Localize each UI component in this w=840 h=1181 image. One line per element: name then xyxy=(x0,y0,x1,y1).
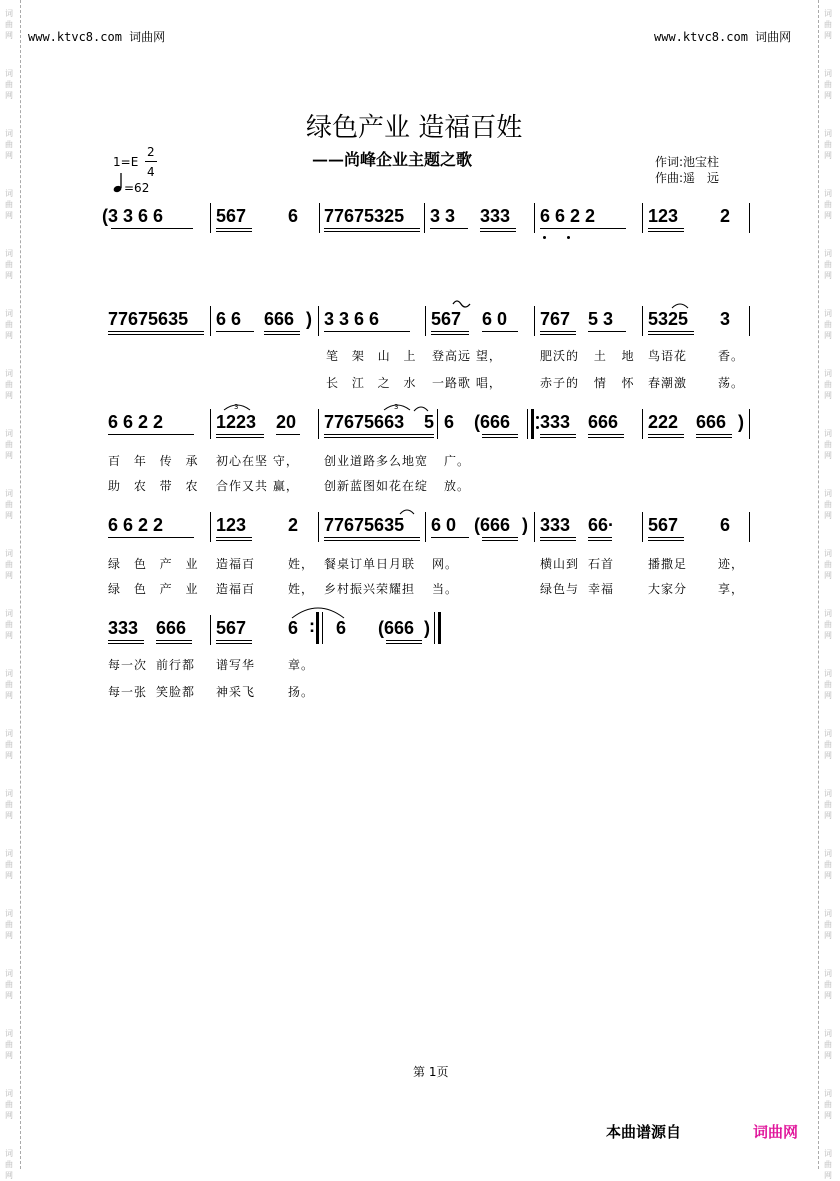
watermark-text: 词 曲 网 xyxy=(824,849,832,880)
lyric: 神采飞 xyxy=(216,685,256,699)
score-note: 3 xyxy=(720,309,731,329)
watermark-text: 词 曲 网 xyxy=(824,609,832,640)
score-note: ) xyxy=(306,309,312,329)
watermark-text: 词 曲 网 xyxy=(5,1029,13,1060)
site-url-right[interactable]: www.ktvc8.com 词曲网 xyxy=(654,30,792,44)
barline xyxy=(534,306,535,336)
score-note: ) xyxy=(424,618,430,638)
time-signature-top: 2 xyxy=(147,145,155,159)
barline xyxy=(642,203,643,233)
score-note: 767 xyxy=(540,309,571,329)
score-note: 123 xyxy=(648,206,679,226)
score-note: 567 xyxy=(216,618,247,638)
lyricist: 作词:池宝柱 xyxy=(655,155,720,169)
watermark-text: 词 曲 网 xyxy=(5,609,13,640)
watermark-text: 词 曲 网 xyxy=(824,1149,832,1180)
repeat-dots: : xyxy=(309,616,315,636)
lyric: 合作又共 赢， xyxy=(216,479,299,493)
score-note: 6 xyxy=(444,412,455,432)
score-note: 333 xyxy=(480,206,511,226)
watermark-text: 词 曲 网 xyxy=(824,69,832,100)
score-note: 3 3 6 6 xyxy=(324,309,380,329)
barline xyxy=(210,409,211,439)
lyric: 章。 xyxy=(288,658,315,672)
lyric: 每一次 xyxy=(108,658,148,672)
watermark-text: 词 曲 网 xyxy=(5,1149,13,1180)
barline xyxy=(642,512,643,542)
watermark-text: 词 曲 网 xyxy=(5,549,13,580)
lyric: 百 年 传 承 xyxy=(108,454,199,468)
song-subtitle: ——尚峰企业主题之歌 xyxy=(312,150,473,169)
score-note: (3 3 6 6 xyxy=(102,206,164,226)
key-signature: 1=E xyxy=(113,155,139,169)
score-note: ) xyxy=(522,515,528,535)
lyric: 放。 xyxy=(444,479,471,493)
lyric: 姓， xyxy=(288,557,315,571)
song-title: 绿色产业 造福百姓 xyxy=(306,113,523,143)
score-note: (666 xyxy=(474,515,511,535)
score-note: 66· xyxy=(588,515,615,535)
score-note: ) xyxy=(738,412,744,432)
watermark-text: 词 曲 网 xyxy=(5,669,13,700)
site-url-left[interactable]: www.ktvc8.com 词曲网 xyxy=(28,30,166,44)
lyric: 谱写华 xyxy=(216,658,256,672)
score-note: 2 xyxy=(720,206,731,226)
barline xyxy=(642,306,643,336)
watermark-text: 词 曲 网 xyxy=(5,9,13,40)
score-note: 77675325 xyxy=(324,206,405,226)
lyric: 当。 xyxy=(432,582,459,596)
barline xyxy=(437,409,438,439)
barline xyxy=(319,203,320,233)
source-label: 本曲谱源自 xyxy=(606,1123,682,1141)
score-note: 6 6 2 2 xyxy=(540,206,596,226)
watermark-text: 词 曲 网 xyxy=(824,309,832,340)
score-note: 1223 xyxy=(216,412,257,432)
svg-text:3: 3 xyxy=(394,403,399,411)
score-note: 222 xyxy=(648,412,679,432)
watermark-text: 词 曲 网 xyxy=(5,729,13,760)
lyric: 创新蓝图如花在绽 xyxy=(324,479,429,493)
score-note: 5325 xyxy=(648,309,689,329)
lyric: 笔 架 山 上 xyxy=(326,349,417,363)
score-note: 666 xyxy=(156,618,187,638)
watermark-text: 词 曲 网 xyxy=(5,969,13,1000)
watermark-text: 词 曲 网 xyxy=(824,1089,832,1120)
lyric: 前行都 xyxy=(156,658,196,672)
watermark-text: 词 曲 网 xyxy=(5,429,13,460)
lyric: 绿 色 产 业 xyxy=(108,557,199,571)
lyric: 每一张 xyxy=(108,685,148,699)
watermark-text: 词 曲 网 xyxy=(824,789,832,820)
lyric: 绿 色 产 业 xyxy=(108,582,199,596)
watermark-text: 词 曲 网 xyxy=(5,69,13,100)
lyric: 绿色与 xyxy=(540,582,580,596)
score-note: 77675635 xyxy=(108,309,189,329)
lyric: 大家分 xyxy=(648,582,688,596)
watermark-text: 词 曲 网 xyxy=(824,9,832,40)
barline xyxy=(425,512,426,542)
barline xyxy=(642,409,643,439)
score-note: 333 xyxy=(108,618,139,638)
watermark-text: 词 曲 网 xyxy=(5,369,13,400)
lyric: 创业道路多么地宽 xyxy=(324,454,429,468)
lyric: 荡。 xyxy=(718,376,745,390)
barline xyxy=(749,306,750,336)
barline xyxy=(210,306,211,336)
barline xyxy=(749,512,750,542)
watermark-text: 词 曲 网 xyxy=(824,129,832,160)
lyric: 播撒足 xyxy=(648,557,688,571)
lyric: 造福百 xyxy=(216,582,256,596)
svg-text:3: 3 xyxy=(234,403,239,411)
lyric: 扬。 xyxy=(288,685,315,699)
lyric: 餐桌订单日月联 xyxy=(324,557,416,571)
lyric: 长 江 之 水 xyxy=(326,376,417,390)
barline xyxy=(534,203,535,233)
watermark-text: 词 曲 网 xyxy=(824,489,832,520)
lyric: 迹， xyxy=(718,557,745,571)
lyric: 登高远 望， xyxy=(432,349,502,363)
barline xyxy=(210,615,211,645)
score-note: 6 0 xyxy=(431,515,457,535)
watermark-text: 词 曲 网 xyxy=(824,969,832,1000)
score-note: 333 xyxy=(540,412,571,432)
score-note: 567 xyxy=(648,515,679,535)
score-note: 3 3 xyxy=(430,206,456,226)
score-note: 77675635 xyxy=(324,515,405,535)
score-note: 20 xyxy=(276,412,297,432)
score-note: 77675663 xyxy=(324,412,405,432)
watermark-text: 词 曲 网 xyxy=(5,489,13,520)
lyric: 幸福 xyxy=(588,582,615,596)
watermark-text: 词 曲 网 xyxy=(824,909,832,940)
barline-thick xyxy=(438,612,441,644)
watermark-text: 词 曲 网 xyxy=(5,789,13,820)
score-note: 6 6 2 2 xyxy=(108,515,164,535)
score-note: 6 xyxy=(336,618,347,638)
score-note: (666 xyxy=(474,412,511,432)
lyric: 一路歌 唱， xyxy=(432,376,502,390)
barline xyxy=(749,203,750,233)
watermark-text: 词 曲 网 xyxy=(824,429,832,460)
score-note: 567 xyxy=(431,309,462,329)
source-brand-link[interactable]: 词曲网 xyxy=(753,1123,799,1141)
barline xyxy=(425,306,426,336)
page-number: 第 1页 xyxy=(413,1065,449,1079)
lyric: 姓， xyxy=(288,582,315,596)
watermark-text: 词 曲 网 xyxy=(824,249,832,280)
barline xyxy=(749,409,750,439)
watermark-text: 词 曲 网 xyxy=(824,729,832,760)
score-note: (666 xyxy=(378,618,415,638)
score-note: 6 0 xyxy=(482,309,508,329)
watermark-text: 词 曲 网 xyxy=(824,549,832,580)
barline xyxy=(527,409,528,439)
score-note: 666 xyxy=(588,412,619,432)
lyric: 赤子的 情 怀 xyxy=(540,376,635,390)
lyric: 造福百 xyxy=(216,557,256,571)
watermark-text: 词 曲 网 xyxy=(824,189,832,220)
lyric: 广。 xyxy=(444,454,471,468)
watermark-text: 词 曲 网 xyxy=(824,1029,832,1060)
lyric: 横山到 xyxy=(540,557,580,571)
barline xyxy=(210,512,211,542)
watermark-text: 词 曲 网 xyxy=(5,909,13,940)
lyric: 香。 xyxy=(718,349,745,363)
time-signature-bottom: 4 xyxy=(147,165,155,179)
lyric: 鸟语花 xyxy=(648,349,688,363)
lyric: 网。 xyxy=(432,557,459,571)
lyric: 石首 xyxy=(588,557,615,571)
score-note: 6 xyxy=(288,618,299,638)
tempo: =62 xyxy=(124,181,150,195)
lyric: 笑脸都 xyxy=(156,685,196,699)
right-border xyxy=(818,0,819,1169)
score-note: 666 xyxy=(264,309,295,329)
lyric: 享， xyxy=(718,582,745,596)
barline xyxy=(434,612,435,644)
watermark-text: 词 曲 网 xyxy=(824,369,832,400)
score-note: 6 6 2 2 xyxy=(108,412,164,432)
score-note: 666 xyxy=(696,412,727,432)
score-note: 333 xyxy=(540,515,571,535)
lyric: 初心在坚 守， xyxy=(216,454,299,468)
score-note: 6 xyxy=(720,515,731,535)
lyric: 肥沃的 土 地 xyxy=(540,349,635,363)
watermark-text: 词 曲 网 xyxy=(5,849,13,880)
lyric: 乡村振兴荣耀担 xyxy=(324,582,416,596)
barline xyxy=(534,512,535,542)
watermark-text: 词 曲 网 xyxy=(5,249,13,280)
watermark-text: 词 曲 网 xyxy=(5,189,13,220)
lyric: 春潮激 xyxy=(648,376,688,390)
barline xyxy=(318,306,319,336)
watermark-text: 词 曲 网 xyxy=(5,309,13,340)
left-border xyxy=(20,0,21,1169)
barline xyxy=(318,409,319,439)
lyric: 助 农 带 农 xyxy=(108,479,199,493)
barline-thick xyxy=(531,409,534,439)
score-note: 567 xyxy=(216,206,247,226)
time-signature-line xyxy=(145,161,157,162)
barline xyxy=(318,512,319,542)
score-note: 6 6 xyxy=(216,309,242,329)
barline xyxy=(424,203,425,233)
score-note: 2 xyxy=(288,515,299,535)
composer: 作曲:遥 远 xyxy=(655,171,720,185)
quarter-note-icon xyxy=(112,172,124,194)
watermark-text: 词 曲 网 xyxy=(5,1089,13,1120)
score-note: 5 xyxy=(424,412,435,432)
watermark-text: 词 曲 网 xyxy=(5,129,13,160)
score-note: 5 3 xyxy=(588,309,614,329)
barline xyxy=(210,203,211,233)
watermark-text: 词 曲 网 xyxy=(824,669,832,700)
score-note: 123 xyxy=(216,515,247,535)
score-note: 6 xyxy=(288,206,299,226)
